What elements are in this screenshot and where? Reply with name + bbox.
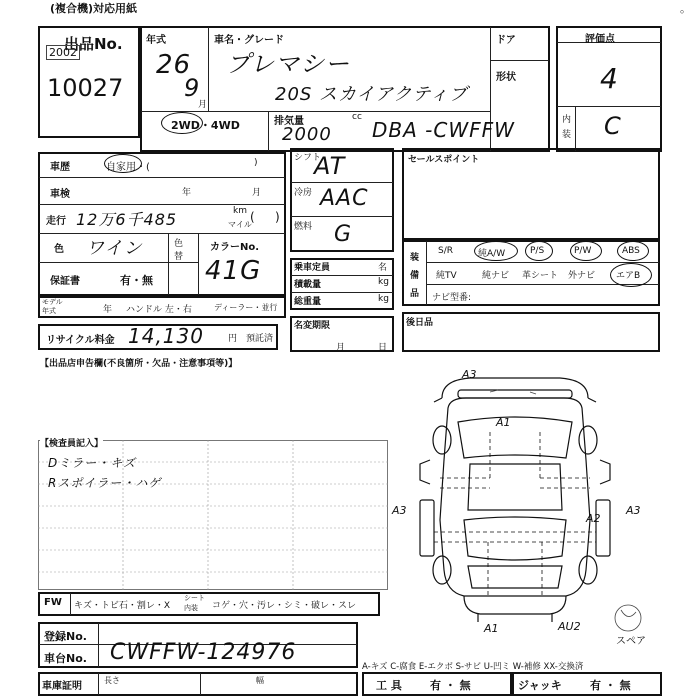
history-circle (104, 154, 142, 173)
inspector-label: 【検査員記入】 (40, 436, 103, 449)
color-label: 色 (54, 244, 64, 255)
drive-circle (161, 112, 203, 134)
equip-ext-navi: 外ナビ (568, 271, 596, 281)
mileage-paren-close: ) (275, 210, 280, 224)
equip-abs: ABS (622, 246, 640, 256)
warranty-options: 有・無 (120, 274, 153, 287)
interior-label-bottom: 装 (562, 130, 572, 140)
ac-label: 冷房 (294, 188, 313, 198)
form-header-text: (複合機)対応用紙 (50, 2, 138, 15)
year-label: 年式 (146, 35, 166, 46)
fuel-label: 燃料 (294, 222, 313, 232)
equip-tv: 純TV (436, 271, 457, 281)
inspector-line-0: Dミラー・キズ (48, 456, 137, 470)
mark-a1-top: A1 (496, 416, 511, 429)
inspection-label: 車検 (50, 189, 70, 200)
model-year-label-bottom: 年式 (42, 307, 56, 315)
lot-number: 10027 (47, 74, 124, 102)
equip-ps: P/S (530, 246, 545, 256)
fw-text-1: キズ・トビ石・割レ・X (74, 601, 170, 611)
history-label: 車歴 (50, 162, 70, 173)
arrival-box (402, 312, 660, 352)
history-close: ) (254, 158, 258, 168)
inspection-month-unit: 月 (252, 188, 262, 198)
capacity-label-2: 総重量 (294, 297, 322, 307)
damage-legend: A-キズ C-腐食 E-エクボ S-サビ U-凹ミ W-補修 XX-交換済 (362, 662, 584, 672)
mark-a3-right: A3 (626, 504, 641, 517)
registration-label: 登録No. (44, 630, 87, 643)
dealer-options: ディーラー・並行 (214, 303, 278, 312)
mark-a2-right: A2 (586, 512, 601, 525)
model-grade: 20S スカイアクティブ (275, 84, 468, 105)
year-value: 26 (156, 50, 192, 80)
chassis-label: 車台No. (44, 652, 87, 665)
navi-model-label: ナビ型番: (432, 293, 472, 303)
header-right-fragment: 。 (680, 2, 691, 15)
inspection-year-unit: 年 (182, 188, 192, 198)
car-damage-diagram (390, 360, 670, 647)
lot-label: 出品No. (64, 35, 123, 53)
equipment-label-3: 品 (410, 289, 420, 299)
interior-value: C (604, 112, 622, 140)
recycle-unit: 円 (228, 334, 238, 344)
cert-width-label: 幅 (256, 676, 264, 685)
capacity-unit-1: kg (378, 277, 389, 287)
capacity-label-0: 乗車定員 (294, 263, 331, 273)
color-side-top: 色 (174, 239, 184, 249)
handle-options: ハンドル 左・右 (126, 305, 192, 315)
year-month-unit: 月 (198, 100, 208, 110)
spare-label: スペア (616, 636, 646, 647)
recycle-status: 預託済 (246, 334, 274, 344)
equipment-label-2: 備 (410, 271, 420, 281)
model-code-value: DBA -CWFFW (372, 118, 515, 142)
ac-value: AAC (320, 186, 369, 211)
lot-stamp: 2002 (46, 45, 80, 60)
displacement-value: 2000 (282, 124, 332, 145)
capacity-unit-2: kg (378, 294, 389, 304)
warranty-label: 保証書 (50, 276, 80, 287)
color-side-bottom: 替 (174, 252, 184, 262)
color-code-label: カラーNo. (210, 242, 260, 253)
model-name: プレマシー (226, 50, 351, 78)
door-label: ドア (496, 35, 516, 46)
color-value: ワイン (86, 238, 143, 259)
mark-a3-top: A3 (462, 368, 477, 381)
fuel-value: G (334, 222, 353, 247)
mileage-value: 12万6千485 (76, 210, 178, 229)
shift-value: AT (314, 152, 346, 180)
capacity-label-1: 積載量 (294, 280, 322, 290)
equipment-label-1: 装 (410, 253, 420, 263)
model-year-unit: 年 (103, 305, 113, 315)
grade-points-value: 4 (600, 62, 619, 95)
mileage-unit-km: km (233, 206, 247, 216)
inspector-line-1: Rスポイラー・ハゲ (48, 476, 162, 490)
fw-label: FW (44, 597, 62, 608)
equip-airbag: エアB (616, 271, 641, 281)
displacement-unit: cc (352, 112, 362, 122)
mark-au2-bottom: AU2 (558, 620, 581, 633)
cert-label: 車庫証明 (42, 681, 82, 692)
equip-navi: 純ナビ (482, 271, 510, 281)
equip-pw: P/W (574, 246, 592, 256)
shift-label: シフト (294, 153, 322, 163)
jack-options: 有 ・ 無 (590, 679, 631, 692)
capacity-unit-0: 名 (378, 263, 388, 273)
fw-sheet-top: シート (184, 594, 205, 602)
chassis-value: CWFFW-124976 (110, 640, 297, 665)
name-change-day: 日 (378, 343, 388, 353)
history-options: 自家用・( (106, 162, 150, 173)
model-year-label-top: モデル (42, 298, 63, 306)
cert-box (38, 672, 358, 696)
year-month-value: 9 (184, 74, 201, 102)
color-code-value: 41G (205, 256, 262, 286)
mileage-label: 走行 (46, 216, 66, 227)
equip-sr: S/R (438, 246, 453, 256)
seller-notes-label: 【出品店申告欄(不良箇所・欠品・注意事項等)】 (40, 359, 238, 369)
arrival-label: 後日品 (406, 318, 434, 328)
jack-label: ジャッキ (518, 679, 562, 692)
model-label: 車名・グレード (214, 35, 284, 46)
mark-a1-bottom: A1 (484, 622, 499, 635)
fw-text-2: コゲ・穴・汚レ・シミ・破レ・スレ (212, 601, 357, 611)
drive-options: 2WD・4WD (171, 119, 240, 132)
name-change-month: 月 (336, 343, 346, 353)
fw-sheet-bottom: 内装 (184, 604, 198, 612)
equip-alloy: 純A/W (478, 249, 506, 259)
mileage-unit-mile: マイル (228, 220, 252, 229)
tools-label: 工 具 (376, 679, 402, 692)
recycle-label: リサイクル料金 (46, 335, 115, 346)
grade-points-label: 評価点 (585, 34, 615, 45)
recycle-value: 14,130 (128, 324, 204, 348)
sales-points-label: セールスポイント (408, 155, 480, 165)
mark-a3-left: A3 (392, 504, 407, 517)
cert-length-label: 長さ (104, 676, 120, 685)
name-change-label: 名変期限 (294, 321, 331, 331)
tools-options: 有 ・ 無 (430, 679, 471, 692)
shape-label: 形状 (496, 72, 516, 83)
equip-leather: 革シート (522, 271, 559, 281)
displacement-label: 排気量 (274, 116, 304, 127)
mileage-paren-open: ( (250, 210, 255, 224)
interior-label-top: 内 (562, 115, 572, 125)
